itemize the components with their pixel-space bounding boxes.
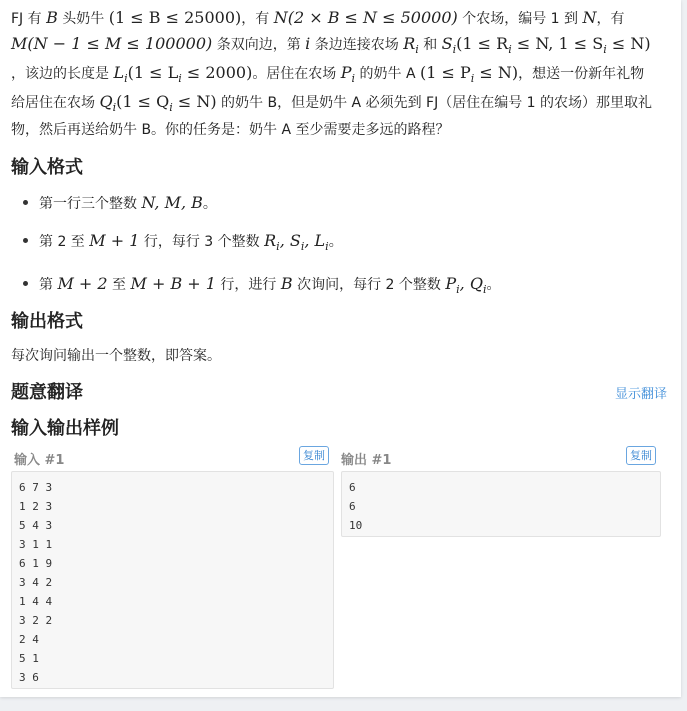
translation-heading: 题意翻译 <box>11 381 83 403</box>
text-run: ，有 <box>596 11 625 27</box>
input-format-item <box>11 192 667 215</box>
text-run: 。 <box>328 233 343 250</box>
text-run: 行，每行 3 个整数 <box>139 233 265 250</box>
text-run: 头奶牛 <box>57 11 109 27</box>
math-run: (1 ≤ B ≤ 25000) <box>108 8 242 27</box>
text-run: 第 <box>39 276 58 293</box>
math-subscript: i <box>456 282 460 296</box>
text-run: 第一行三个整数 <box>39 195 142 212</box>
samples-area <box>11 445 667 705</box>
math-run: (1 ≤ P <box>420 62 471 82</box>
text-run: 物，然后再送给奶牛 B。你的任务是：奶牛 A 至少需要走多远的路程？ <box>11 122 450 139</box>
math-run: L <box>113 62 125 82</box>
sample-output-label: 输出 #1 <box>341 452 392 468</box>
math-run: M + 1 <box>89 230 140 250</box>
output-format-heading: 输出格式 <box>11 311 83 333</box>
sample-input-line: 5 1 <box>19 651 39 665</box>
input-format-item <box>11 273 667 301</box>
text-run: 和 <box>418 36 442 53</box>
math-subscript: i <box>276 239 280 253</box>
sample-input-box[interactable] <box>11 471 334 689</box>
translation-row <box>11 379 667 407</box>
math-run: N <box>582 8 597 27</box>
text-run: 。居住在农场 <box>252 65 341 82</box>
math-run: , S <box>279 230 301 250</box>
description-line <box>11 32 667 61</box>
math-subscript: i <box>325 239 329 253</box>
sample-input-line: 6 1 9 <box>19 556 53 570</box>
copy-input-button[interactable]: 复制 <box>299 446 329 465</box>
math-run: B <box>46 8 58 27</box>
math-run: ≤ 2000) <box>181 62 253 82</box>
math-run: Q <box>99 92 113 112</box>
sample-input-line: 6 7 3 <box>19 480 53 494</box>
math-run: M(N − 1 ≤ M ≤ 100000) <box>11 33 213 53</box>
text-run: 第 2 至 <box>39 233 90 250</box>
math-subscript: i <box>482 282 487 296</box>
text-run: 。 <box>486 276 501 293</box>
sample-input-line: 3 4 2 <box>19 575 53 589</box>
text-run: FJ 有 <box>11 11 47 27</box>
math-run: M + 2 <box>57 273 108 293</box>
math-run: i <box>305 33 311 53</box>
text-run: 个农场，编号 1 到 <box>457 11 583 27</box>
text-run: 至 <box>107 276 131 293</box>
problem-description <box>11 6 667 143</box>
text-run: 的奶牛 B，但是奶牛 A 必须先到 FJ（居住在编号 1 的农场）那里取礼 <box>216 95 653 112</box>
math-run: M + B + 1 <box>130 273 216 293</box>
text-run: 条双向边，第 <box>212 36 306 53</box>
samples-heading: 输入输出样例 <box>11 417 119 439</box>
text-run: 条边连接农场 <box>310 36 404 53</box>
text-run: 次询问，每行 2 个整数 <box>292 276 446 293</box>
math-subscript: i <box>508 42 512 56</box>
sample-output-line: 6 <box>349 480 356 494</box>
math-subscript: i <box>124 71 128 85</box>
problem-content <box>11 6 667 705</box>
input-format-list <box>11 192 667 301</box>
sample-input-label: 输入 #1 <box>14 452 65 468</box>
math-subscript: i <box>169 100 173 114</box>
math-subscript: i <box>178 71 182 85</box>
sample-input-line: 1 4 4 <box>19 594 53 608</box>
sample-input-line: 3 2 2 <box>19 613 53 627</box>
math-run: (1 ≤ R <box>456 33 509 53</box>
math-run: , L <box>304 230 326 250</box>
description-line <box>11 6 667 32</box>
math-run: R <box>403 33 416 53</box>
math-run: (1 ≤ Q <box>116 92 170 112</box>
copy-output-button[interactable]: 复制 <box>626 446 656 465</box>
math-run: N, M, B <box>141 192 203 212</box>
math-run: ≤ N) <box>172 92 217 112</box>
text-run: 给居住在农场 <box>11 95 100 112</box>
math-run: B <box>280 273 293 293</box>
math-run: , Q <box>459 273 483 293</box>
math-subscript: i <box>415 42 419 56</box>
math-subscript: i <box>452 42 457 56</box>
sample-input-line: 1 2 3 <box>19 499 53 513</box>
sample-output-lines <box>342 472 660 535</box>
description-line <box>11 90 667 119</box>
math-subscript: i <box>351 71 356 85</box>
math-subscript: i <box>470 71 475 85</box>
sample-output-line: 6 <box>349 499 356 513</box>
text-run: 行，进行 <box>215 276 281 293</box>
input-format-item <box>11 230 667 258</box>
math-run: R <box>264 230 277 250</box>
text-run: 的奶牛 A <box>355 65 420 82</box>
sample-input-line: 3 6 <box>19 670 39 684</box>
math-subscript: i <box>300 239 305 253</box>
math-run: S <box>441 33 453 53</box>
sample-input-line: 3 1 1 <box>19 537 53 551</box>
math-run: ≤ N) <box>474 62 519 82</box>
math-subscript: i <box>603 42 607 56</box>
input-format-heading: 输入格式 <box>11 156 83 178</box>
sample-input-lines <box>12 472 333 687</box>
text-run: ，该边的长度是 <box>11 65 114 82</box>
math-run: (1 ≤ L <box>127 62 179 82</box>
math-run: P <box>445 273 457 293</box>
math-run: P <box>340 62 352 82</box>
math-subscript: i <box>112 100 117 114</box>
sample-output-box[interactable] <box>341 471 661 537</box>
sample-input-line: 5 4 3 <box>19 518 53 532</box>
math-run: N(2 × B ≤ N ≤ 50000) <box>273 8 458 27</box>
math-run: ≤ N) <box>606 33 651 53</box>
text-run: 。 <box>202 195 217 212</box>
text-run: ，有 <box>241 11 274 27</box>
text-run: ，想送一份新年礼物 <box>518 65 645 82</box>
description-line <box>11 61 667 90</box>
output-format-text: 每次询问输出一个整数，即答案。 <box>11 348 221 365</box>
description-line <box>11 119 667 143</box>
sample-output-line: 10 <box>349 518 363 532</box>
sample-input-line: 2 4 <box>19 632 39 646</box>
math-run: ≤ N, 1 ≤ S <box>511 33 604 53</box>
show-translation-link[interactable]: 显示翻译 <box>614 386 667 402</box>
